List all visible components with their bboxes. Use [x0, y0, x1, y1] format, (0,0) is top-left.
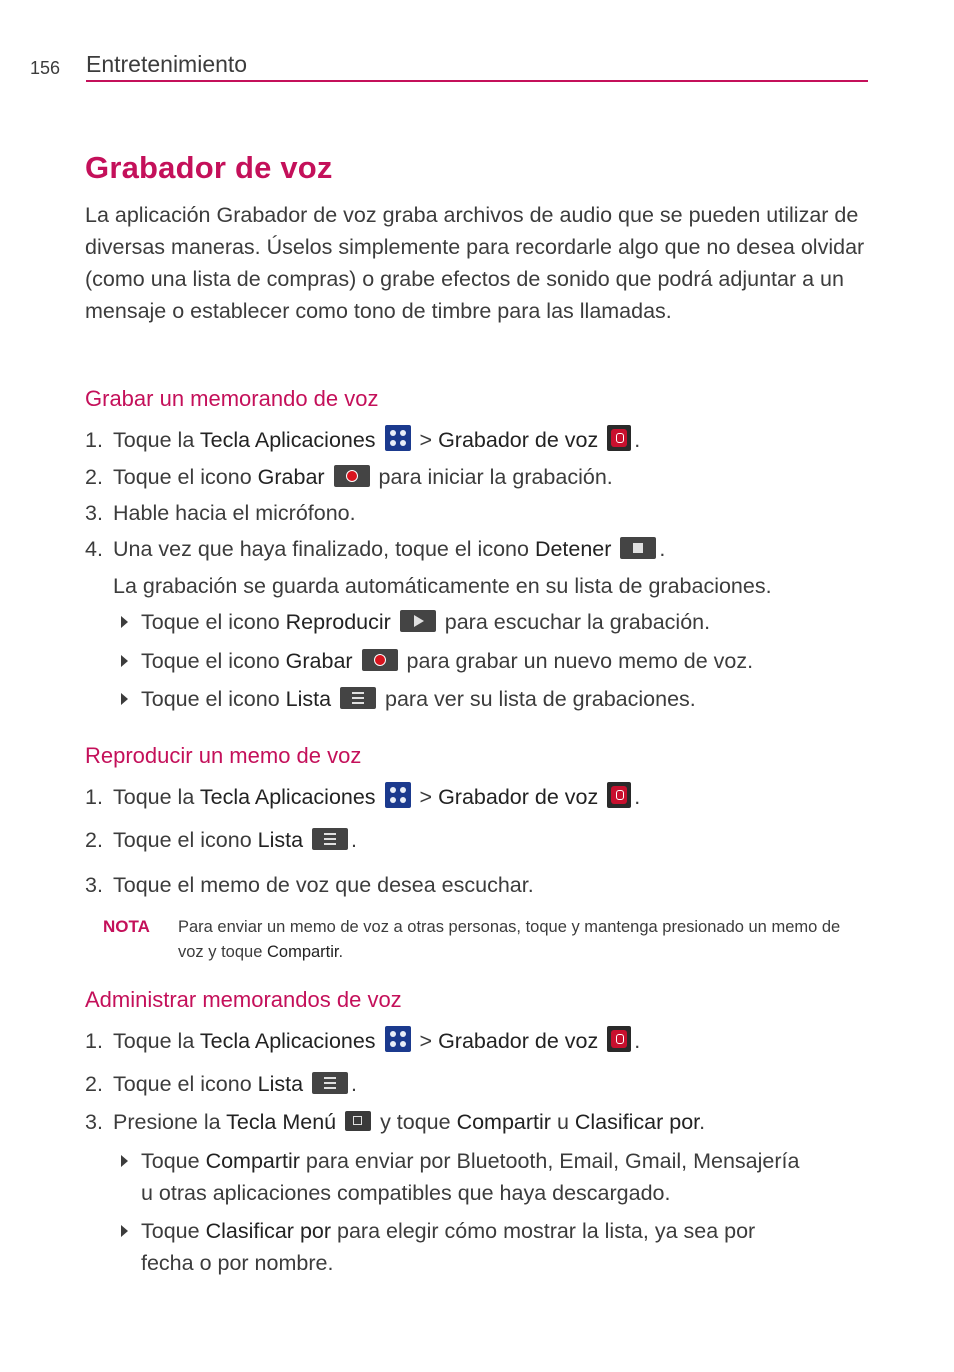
- bullet-arrow-icon: [121, 1155, 128, 1167]
- page-number: 156: [30, 58, 61, 78]
- nota-label: NOTA: [103, 917, 150, 936]
- header-rule: [86, 80, 868, 82]
- stop-icon: [620, 537, 656, 559]
- s1-step-4: 4. Una vez que haya finalizado, toque el icono Detener .: [85, 537, 666, 561]
- list-icon: [312, 828, 348, 850]
- s1-step-3: 3. Hable hacia el micrófono.: [85, 501, 356, 525]
- subheading-grabar: Grabar un memorando de voz: [85, 386, 379, 411]
- intro-paragraph: La aplicación Grabador de voz graba archivos de audio que se pueden utilizar de diversas maneras. Úselos simplemente para recordarle algo que no desea olvidar (como una lista de compras) o grabe efectos de sonido que podrá adjuntar a un mensaje o establecer como tono de timbre para las llamadas.: [85, 203, 865, 323]
- voice-recorder-app-icon: [607, 1026, 631, 1052]
- s1-step-4-note: La grabación se guarda automáticamente en su lista de grabaciones.: [113, 574, 772, 598]
- apps-icon: [385, 425, 411, 451]
- s3-step-1: 1. Toque la Tecla Aplicaciones > Grabador de voz .: [85, 1026, 640, 1056]
- record-icon: [362, 649, 398, 671]
- apps-icon: [385, 1026, 411, 1052]
- s1-bullet-2: Toque el icono Grabar para grabar un nuevo memo de voz.: [121, 646, 753, 676]
- s3-step-2: 2. Toque el icono Lista .: [85, 1072, 358, 1096]
- page-title: Grabador de voz: [85, 150, 333, 185]
- list-icon: [340, 687, 376, 709]
- bullet-arrow-icon: [121, 693, 128, 705]
- s3-step-3: 3. Presione la Tecla Menú y toque Compartir u Clasificar por.: [85, 1110, 706, 1134]
- bullet-arrow-icon: [121, 655, 128, 667]
- record-icon: [334, 465, 370, 487]
- s3-bullet-1: Toque Compartir para enviar por Bluetooth, Email, Gmail, Mensajería u otras aplicaciones compatibles que haya descargado.: [121, 1145, 881, 1209]
- s1-step-1: 1. Toque la Tecla Aplicaciones > Grabador de voz .: [85, 425, 640, 455]
- section-title: Entretenimiento: [86, 51, 248, 77]
- nota-text: Para enviar un memo de voz a otras personas, toque y mantenga presionado un memo de voz y toque Compartir.: [178, 918, 841, 961]
- apps-icon: [385, 782, 411, 808]
- bullet-arrow-icon: [121, 1225, 128, 1237]
- voice-recorder-app-icon: [607, 425, 631, 451]
- s2-step-1: 1. Toque la Tecla Aplicaciones > Grabador de voz .: [85, 782, 640, 812]
- voice-recorder-app-icon: [607, 782, 631, 808]
- bullet-arrow-icon: [121, 616, 128, 628]
- menu-key-icon: [345, 1111, 371, 1131]
- s1-bullet-1: Toque el icono Reproducir para escuchar la grabación.: [121, 607, 710, 637]
- play-icon: [400, 610, 436, 632]
- s1-step-2: 2. Toque el icono Grabar para iniciar la grabación.: [85, 465, 613, 489]
- s3-bullet-2: Toque Clasificar por para elegir cómo mostrar la lista, ya sea por fecha o por nombre.: [121, 1215, 881, 1279]
- s2-step-2: 2. Toque el icono Lista .: [85, 828, 358, 852]
- s2-step-3: 3. Toque el memo de voz que desea escuchar.: [85, 873, 534, 897]
- subheading-administrar: Administrar memorandos de voz: [85, 987, 402, 1012]
- list-icon: [312, 1072, 348, 1094]
- s1-bullet-3: Toque el icono Lista para ver su lista de grabaciones.: [121, 684, 696, 714]
- subheading-reproducir: Reproducir un memo de voz: [85, 743, 362, 768]
